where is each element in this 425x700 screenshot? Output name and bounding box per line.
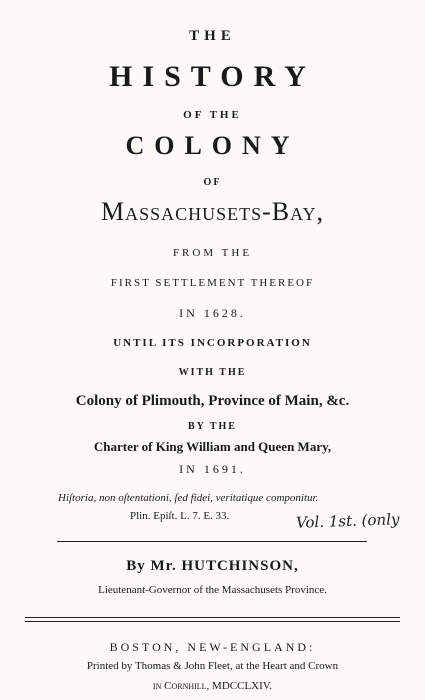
subtitle-by-the: BY THE bbox=[188, 421, 237, 432]
subtitle-from-the: FROM THE bbox=[172, 247, 253, 259]
title-word-of-the: OF THE bbox=[183, 109, 242, 121]
title-word-of: OF bbox=[203, 177, 222, 188]
imprint-place-date: in Cornhill, MDCCLXIV. bbox=[152, 680, 273, 692]
author-line: By Mr. HUTCHINSON, bbox=[126, 558, 299, 574]
title-word-history: HISTORY bbox=[109, 60, 316, 93]
title-massachusets-bay: Massachusets-Bay, bbox=[101, 197, 324, 226]
epigraph-citation: Plin. Epiſt. L. 7. E. 33. bbox=[130, 510, 230, 522]
subtitle-first-settlement: FIRST SETTLEMENT THEREOF bbox=[110, 277, 315, 289]
imprint-printer: Printed by Thomas & John Fleet, at the Heart and Crown bbox=[86, 660, 339, 672]
subtitle-year-1628: IN 1628. bbox=[179, 306, 246, 320]
epigraph-quote: Hiſtoria, non oſtentationi, ſed fidei, veritatique componitur. bbox=[58, 492, 319, 504]
subtitle-until-incorporation: UNTIL ITS INCORPORATION bbox=[113, 337, 312, 349]
double-rule-bottom bbox=[25, 621, 400, 622]
divider-rule bbox=[57, 541, 367, 542]
double-rule-top bbox=[25, 617, 400, 618]
imprint-city: BOSTON, NEW-ENGLAND: bbox=[109, 640, 316, 654]
handwritten-volume-note: Vol. 1st. (only bbox=[295, 510, 400, 532]
subtitle-year-1691: IN 1691. bbox=[179, 462, 246, 476]
subtitle-colony-plimouth: Colony of Plimouth, Province of Main, &c. bbox=[75, 393, 350, 409]
subtitle-charter: Charter of King William and Queen Mary, bbox=[93, 439, 332, 454]
subtitle-with-the: WITH THE bbox=[178, 367, 247, 378]
title-word-colony: COLONY bbox=[125, 131, 300, 160]
title-word-the: THE bbox=[189, 28, 236, 44]
author-title: Lieutenant-Governor of the Massachusets Province. bbox=[98, 584, 327, 596]
